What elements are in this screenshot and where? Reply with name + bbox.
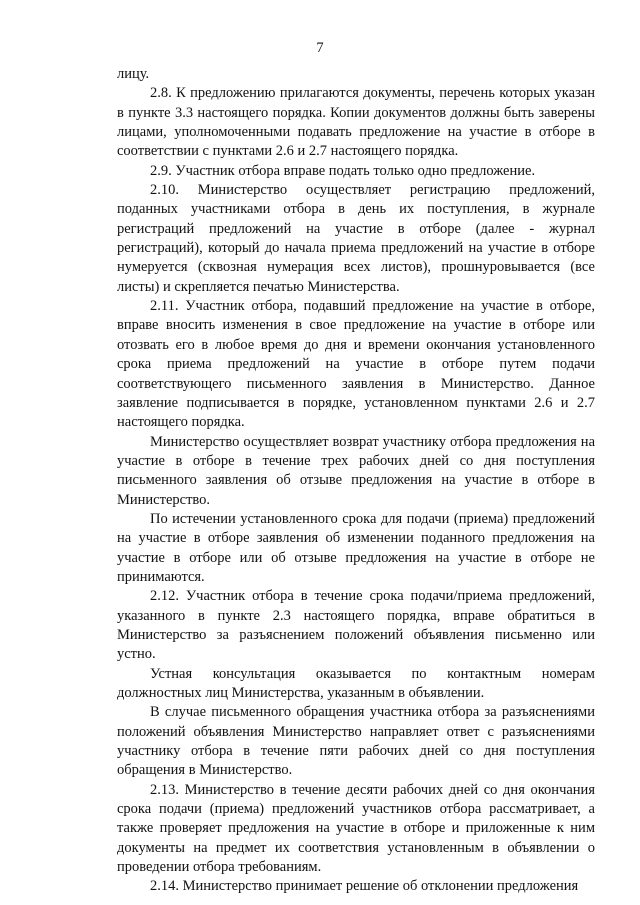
paragraph-2-14: 2.14. Министерство принимает решение об отклонении предложения xyxy=(150,878,579,895)
paragraph-2-12-oral: Устная консультация оказывается по контактным номерам должностных лиц Министерства, указанным в объявлении. xyxy=(117,665,595,701)
paragraph-2-11-return: Министерство осуществляет возврат участнику отбора предложения на участие в отборе в течение трех рабочих дней со дня поступления письменного заявления об отзыве предложения на участие в отборе в Министерство. xyxy=(117,433,595,508)
paragraph-2-12-written: В случае письменного обращения участника отбора за разъяснениями положений объявления Министерство направляет ответ с разъяснениями участнику отбора в течение пяти рабочих дней со дня поступления обращения в Министерство. xyxy=(117,704,595,779)
paragraph-2-11: 2.11. Участник отбора, подавший предложение на участие в отборе, вправе вносить изменения в свое предложение на участие в отборе или отозвать его в любое время до дня и времени окончания установленного срока приема предложений на участие в отборе путем подачи соответствующего письменного заявления в Министерство. Данное заявление подписывается в порядке, установленном пунктами 2.6 и 2.7 настоящего порядка. xyxy=(117,298,595,431)
page-number: 7 xyxy=(316,40,324,56)
paragraph-2-12: 2.12. Участник отбора в течение срока подачи/приема предложений, указанного в пункте 2.3 настоящего порядка, вправе обратиться в Министерство за разъяснением положений объявления письменно или устно. xyxy=(117,588,595,663)
paragraph-2-9: 2.9. Участник отбора вправе подать только одно предложение. xyxy=(150,162,536,179)
paragraph-2-13: 2.13. Министерство в течение десяти рабочих дней со дня окончания срока подачи (приема) предложений участников отбора рассматривает, а также проверяет предложения на участие в отборе и приложенные к ним документы на предмет их соответствия установленным в объявлении о проведении отбора требованиям. xyxy=(117,781,595,876)
paragraph-continuation: лицу. xyxy=(117,66,150,82)
document-body xyxy=(117,65,595,897)
paragraph-2-8: 2.8. К предложению прилагаются документы, перечень которых указан в пункте 3.3 настоящего порядка. Копии документов должны быть заверены лицами, уполномоченными подавать предложение на участие в отборе в соответствии с пунктами 2.6 и 2.7 настоящего порядка. xyxy=(117,85,595,160)
paragraph-2-11-deadline: По истечении установленного срока для подачи (приема) предложений на участие в отборе заявления об изменении поданного предложения на участие в отборе или об отзыве предложения на участие в отборе не принимаются. xyxy=(117,510,595,585)
paragraph-2-10: 2.10. Министерство осуществляет регистрацию предложений, поданных участниками отбора в день их поступления, в журнале регистраций предложений на участие в отборе (далее - журнал регистраций), который до начала приема предложений на участие в отборе нумеруется (сквозная нумерация всех листов), прошнуровывается (все листы) и скрепляется печатью Министерства. xyxy=(117,182,595,295)
